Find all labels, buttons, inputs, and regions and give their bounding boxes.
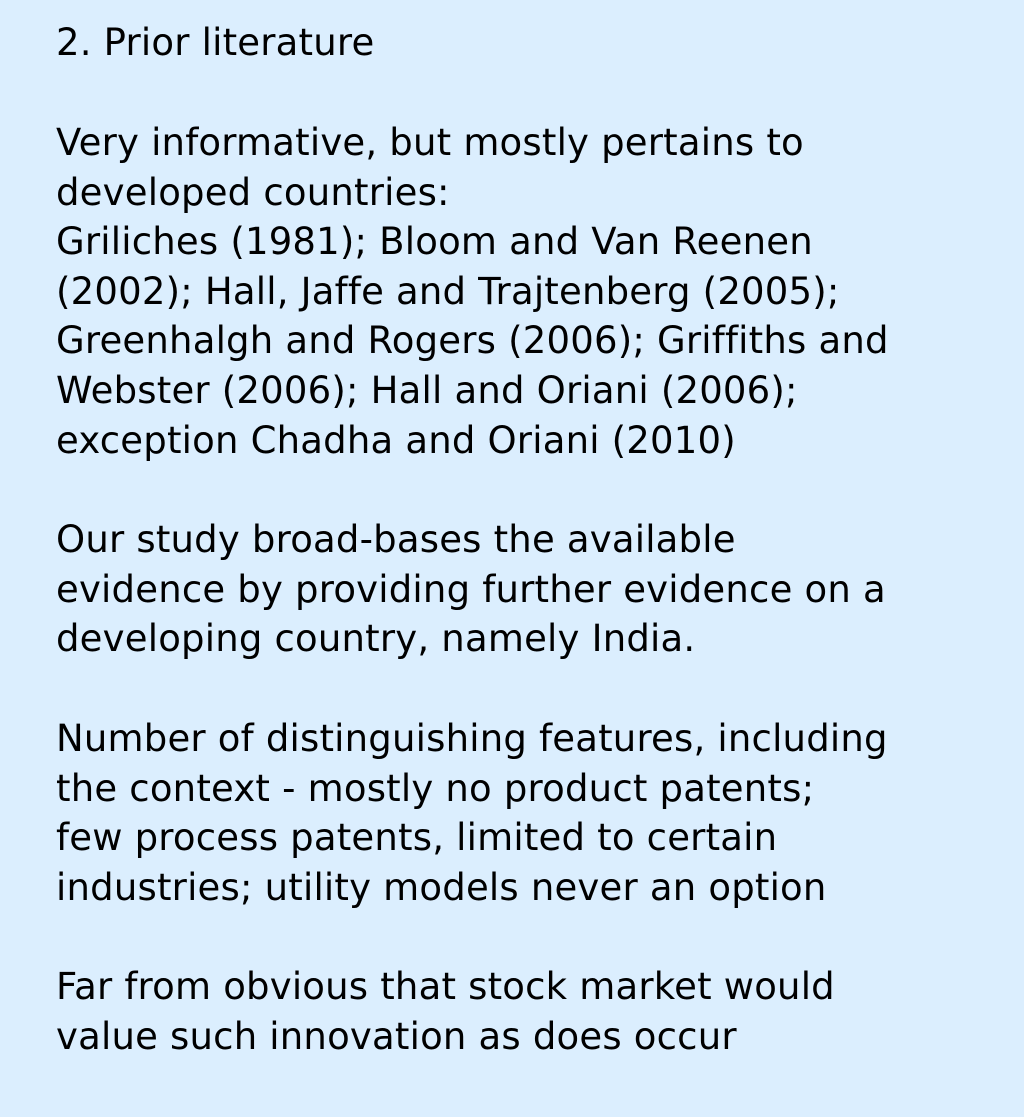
text-line: Our study broad-bases the available bbox=[56, 518, 736, 562]
paragraph-stock-market bbox=[56, 962, 984, 1061]
paragraph-distinguishing-features bbox=[56, 714, 984, 912]
text-line: evidence by providing further evidence on a bbox=[56, 567, 886, 611]
text-line: industries; utility models never an option bbox=[56, 865, 827, 909]
paragraph-our-study bbox=[56, 515, 984, 664]
text-line: the context - mostly no product patents; bbox=[56, 766, 815, 810]
text-line: Webster (2006); Hall and Oriani (2006); bbox=[56, 368, 798, 412]
paragraph-prior-literature bbox=[56, 118, 984, 465]
text-line: developed countries: bbox=[56, 170, 450, 214]
text-line: Greenhalgh and Rogers (2006); Griffiths and bbox=[56, 319, 889, 363]
text-line: value such innovation as does occur bbox=[56, 1014, 737, 1058]
text-line: Far from obvious that stock market would bbox=[56, 965, 835, 1009]
text-line: developing country, namely India. bbox=[56, 617, 696, 661]
text-line: Very informative, but mostly pertains to bbox=[56, 121, 804, 164]
text-line: exception Chadha and Oriani (2010) bbox=[56, 418, 736, 462]
text-line: Griliches (1981); Bloom and Van Reenen bbox=[56, 220, 813, 264]
text-line: Number of distinguishing features, including bbox=[56, 716, 888, 760]
slide-title: 2. Prior literature bbox=[56, 21, 375, 64]
text-line: few process patents, limited to certain bbox=[56, 816, 778, 860]
text-line: (2002); Hall, Jaffe and Trajtenberg (2005); bbox=[56, 269, 840, 313]
